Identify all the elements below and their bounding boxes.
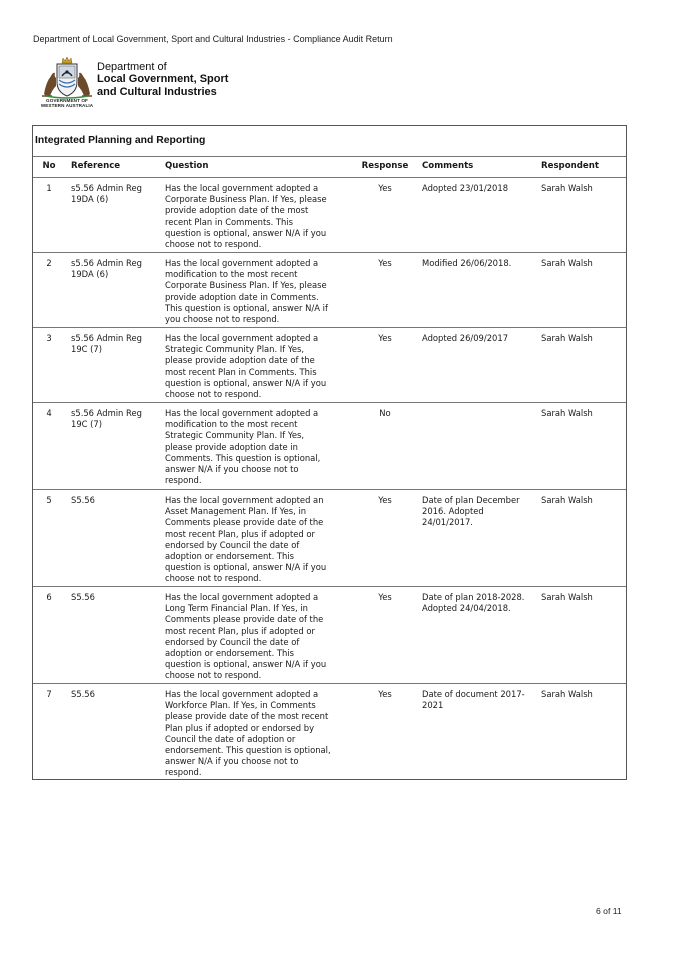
table-row — [33, 403, 626, 490]
table-header-row — [33, 156, 626, 178]
column-header-reference: Reference — [71, 161, 121, 171]
row-respondent: Sarah Walsh — [541, 183, 593, 193]
row-number: 7 — [46, 689, 52, 699]
row-number: 4 — [46, 408, 52, 418]
row-response: Yes — [378, 258, 392, 268]
row-respondent: Sarah Walsh — [541, 689, 593, 699]
row-respondent: Sarah Walsh — [541, 408, 593, 418]
row-comments: Modified 26/06/2018. — [422, 258, 512, 268]
crest-caption-line-2: WESTERN AUSTRALIA — [40, 103, 94, 109]
table-row — [33, 490, 626, 587]
row-comments: Date of plan December 2016. Adopted 24/01/2017. — [422, 495, 520, 528]
section-title: Integrated Planning and Reporting — [35, 135, 206, 146]
row-comments: Date of plan 2018-2028. Adopted 24/04/2018. — [422, 592, 525, 614]
row-question: Has the local government adopted a Corporate Business Plan. If Yes, please provide adoption date of the most recent Plan in Comments. This question is optional, answer N/A if you choose not to respond. — [165, 183, 327, 250]
row-comments: Date of document 2017- 2021 — [422, 689, 525, 711]
row-reference: s5.56 Admin Reg 19DA (6) — [71, 183, 142, 205]
column-header-comments: Comments — [422, 161, 474, 171]
row-comments: Adopted 26/09/2017 — [422, 333, 509, 343]
row-number: 3 — [46, 333, 52, 343]
row-question: Has the local government adopted a modification to the most recent Strategic Community Plan. If Yes, please provide adoption date in Comments. This question is optional, answer N/A if you choose not to respond. — [165, 408, 321, 486]
document-header: Department of Local Government, Sport and Cultural Industries - Compliance Audit Return — [33, 34, 393, 44]
row-respondent: Sarah Walsh — [541, 495, 593, 505]
row-reference: S5.56 — [71, 592, 95, 602]
row-response: Yes — [378, 183, 392, 193]
department-name — [97, 61, 228, 98]
row-response: Yes — [378, 333, 392, 343]
row-response: Yes — [378, 495, 392, 505]
row-number: 1 — [46, 183, 52, 193]
table-row — [33, 328, 626, 403]
row-question: Has the local government adopted a modification to the most recent Corporate Business Plan. If Yes, please provide adoption date in Comments. This question is optional, answer N/A if you choose not to respond. — [165, 258, 328, 325]
department-name-line-2: Local Government, Sport — [97, 73, 229, 86]
row-respondent: Sarah Walsh — [541, 592, 593, 602]
row-question: Has the local government adopted a Strategic Community Plan. If Yes, please provide adoption date of the most recent Plan in Comments. This question is optional, answer N/A if you choose not to respond. — [165, 333, 327, 400]
row-reference: S5.56 — [71, 689, 95, 699]
row-respondent: Sarah Walsh — [541, 333, 593, 343]
page-number: 6 of 11 — [596, 906, 622, 916]
column-header-question: Question — [165, 161, 209, 171]
row-reference: s5.56 Admin Reg 19DA (6) — [71, 258, 142, 280]
department-name-line-1: Department of — [97, 61, 167, 73]
row-question: Has the local government adopted an Asset Management Plan. If Yes, in Comments please provide date of the most recent Plan, plus if adopted or endorsed by Council the date of adoption or endorsement. This question is optional, answer N/A if you choose not to respond. — [165, 495, 327, 584]
table-row — [33, 684, 626, 780]
row-question: Has the local government adopted a Workforce Plan. If Yes, in Comments please provide date of the most recent Plan plus if adopted or endorsed by Council the date of adoption or endorsement. This question is optional, answer N/A if you choose not to respond. — [165, 689, 331, 778]
row-response: No — [379, 408, 391, 418]
row-reference: s5.56 Admin Reg 19C (7) — [71, 333, 142, 355]
row-respondent: Sarah Walsh — [541, 258, 593, 268]
table-row — [33, 253, 626, 328]
department-name-line-3: and Cultural Industries — [97, 85, 217, 98]
column-header-response: Response — [361, 161, 409, 171]
table-row — [33, 587, 626, 684]
row-reference: s5.56 Admin Reg 19C (7) — [71, 408, 142, 430]
crest-caption-line-1: GOVERNMENT OF — [46, 98, 88, 103]
row-response: Yes — [378, 689, 392, 699]
row-response: Yes — [378, 592, 392, 602]
row-number: 2 — [46, 258, 52, 268]
column-header-respondent: Respondent — [541, 161, 599, 171]
compliance-table — [32, 125, 627, 780]
row-comments: Adopted 23/01/2018 — [422, 183, 509, 193]
row-reference: S5.56 — [71, 495, 95, 505]
row-question: Has the local government adopted a Long Term Financial Plan. If Yes, in Comments please provide date of the most recent Plan, plus if adopted or endorsed by Council the date of adoption or endorsement. This question is optional, answer N/A if you choose not to respond. — [165, 592, 327, 681]
row-number: 5 — [46, 495, 52, 505]
table-row — [33, 178, 626, 253]
department-logo — [38, 56, 288, 114]
row-number: 6 — [46, 592, 52, 602]
crest-caption — [38, 98, 96, 108]
column-header-no: No — [42, 161, 56, 171]
